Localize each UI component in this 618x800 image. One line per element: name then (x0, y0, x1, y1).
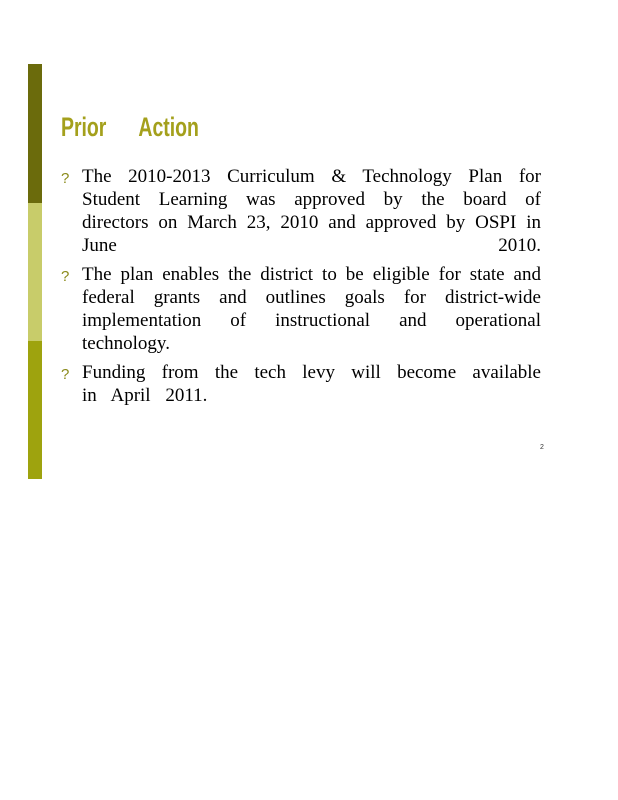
accent-bar-bottom (28, 341, 42, 479)
bullet-item-grant-eligibility (61, 263, 541, 355)
bullet-list (61, 165, 541, 413)
bullet-item-plan-approval (61, 165, 541, 257)
accent-bar-top (28, 64, 42, 203)
page-number: 2 (540, 444, 544, 451)
bullet-item-funding (61, 361, 541, 407)
bullet-text: Funding from the tech levy will become available in April 2011. (82, 362, 541, 406)
accent-bar-middle (28, 203, 42, 341)
bullet-marker-icon: ? (61, 366, 70, 383)
bullet-marker-icon: ? (61, 268, 70, 285)
bullet-text: The plan enables the district to be eligible for state and federal grants and outlines goals for district-wide implementation of instructional and operational technology. (82, 264, 541, 354)
bullet-text: The 2010-2013 Curriculum & Technology Plan for Student Learning was approved by the board of directors on March 23, 2010 and approved by OSPI in June 2010. (82, 166, 541, 256)
bullet-marker-icon: ? (61, 170, 70, 187)
slide-title: Prior Action (61, 112, 199, 142)
